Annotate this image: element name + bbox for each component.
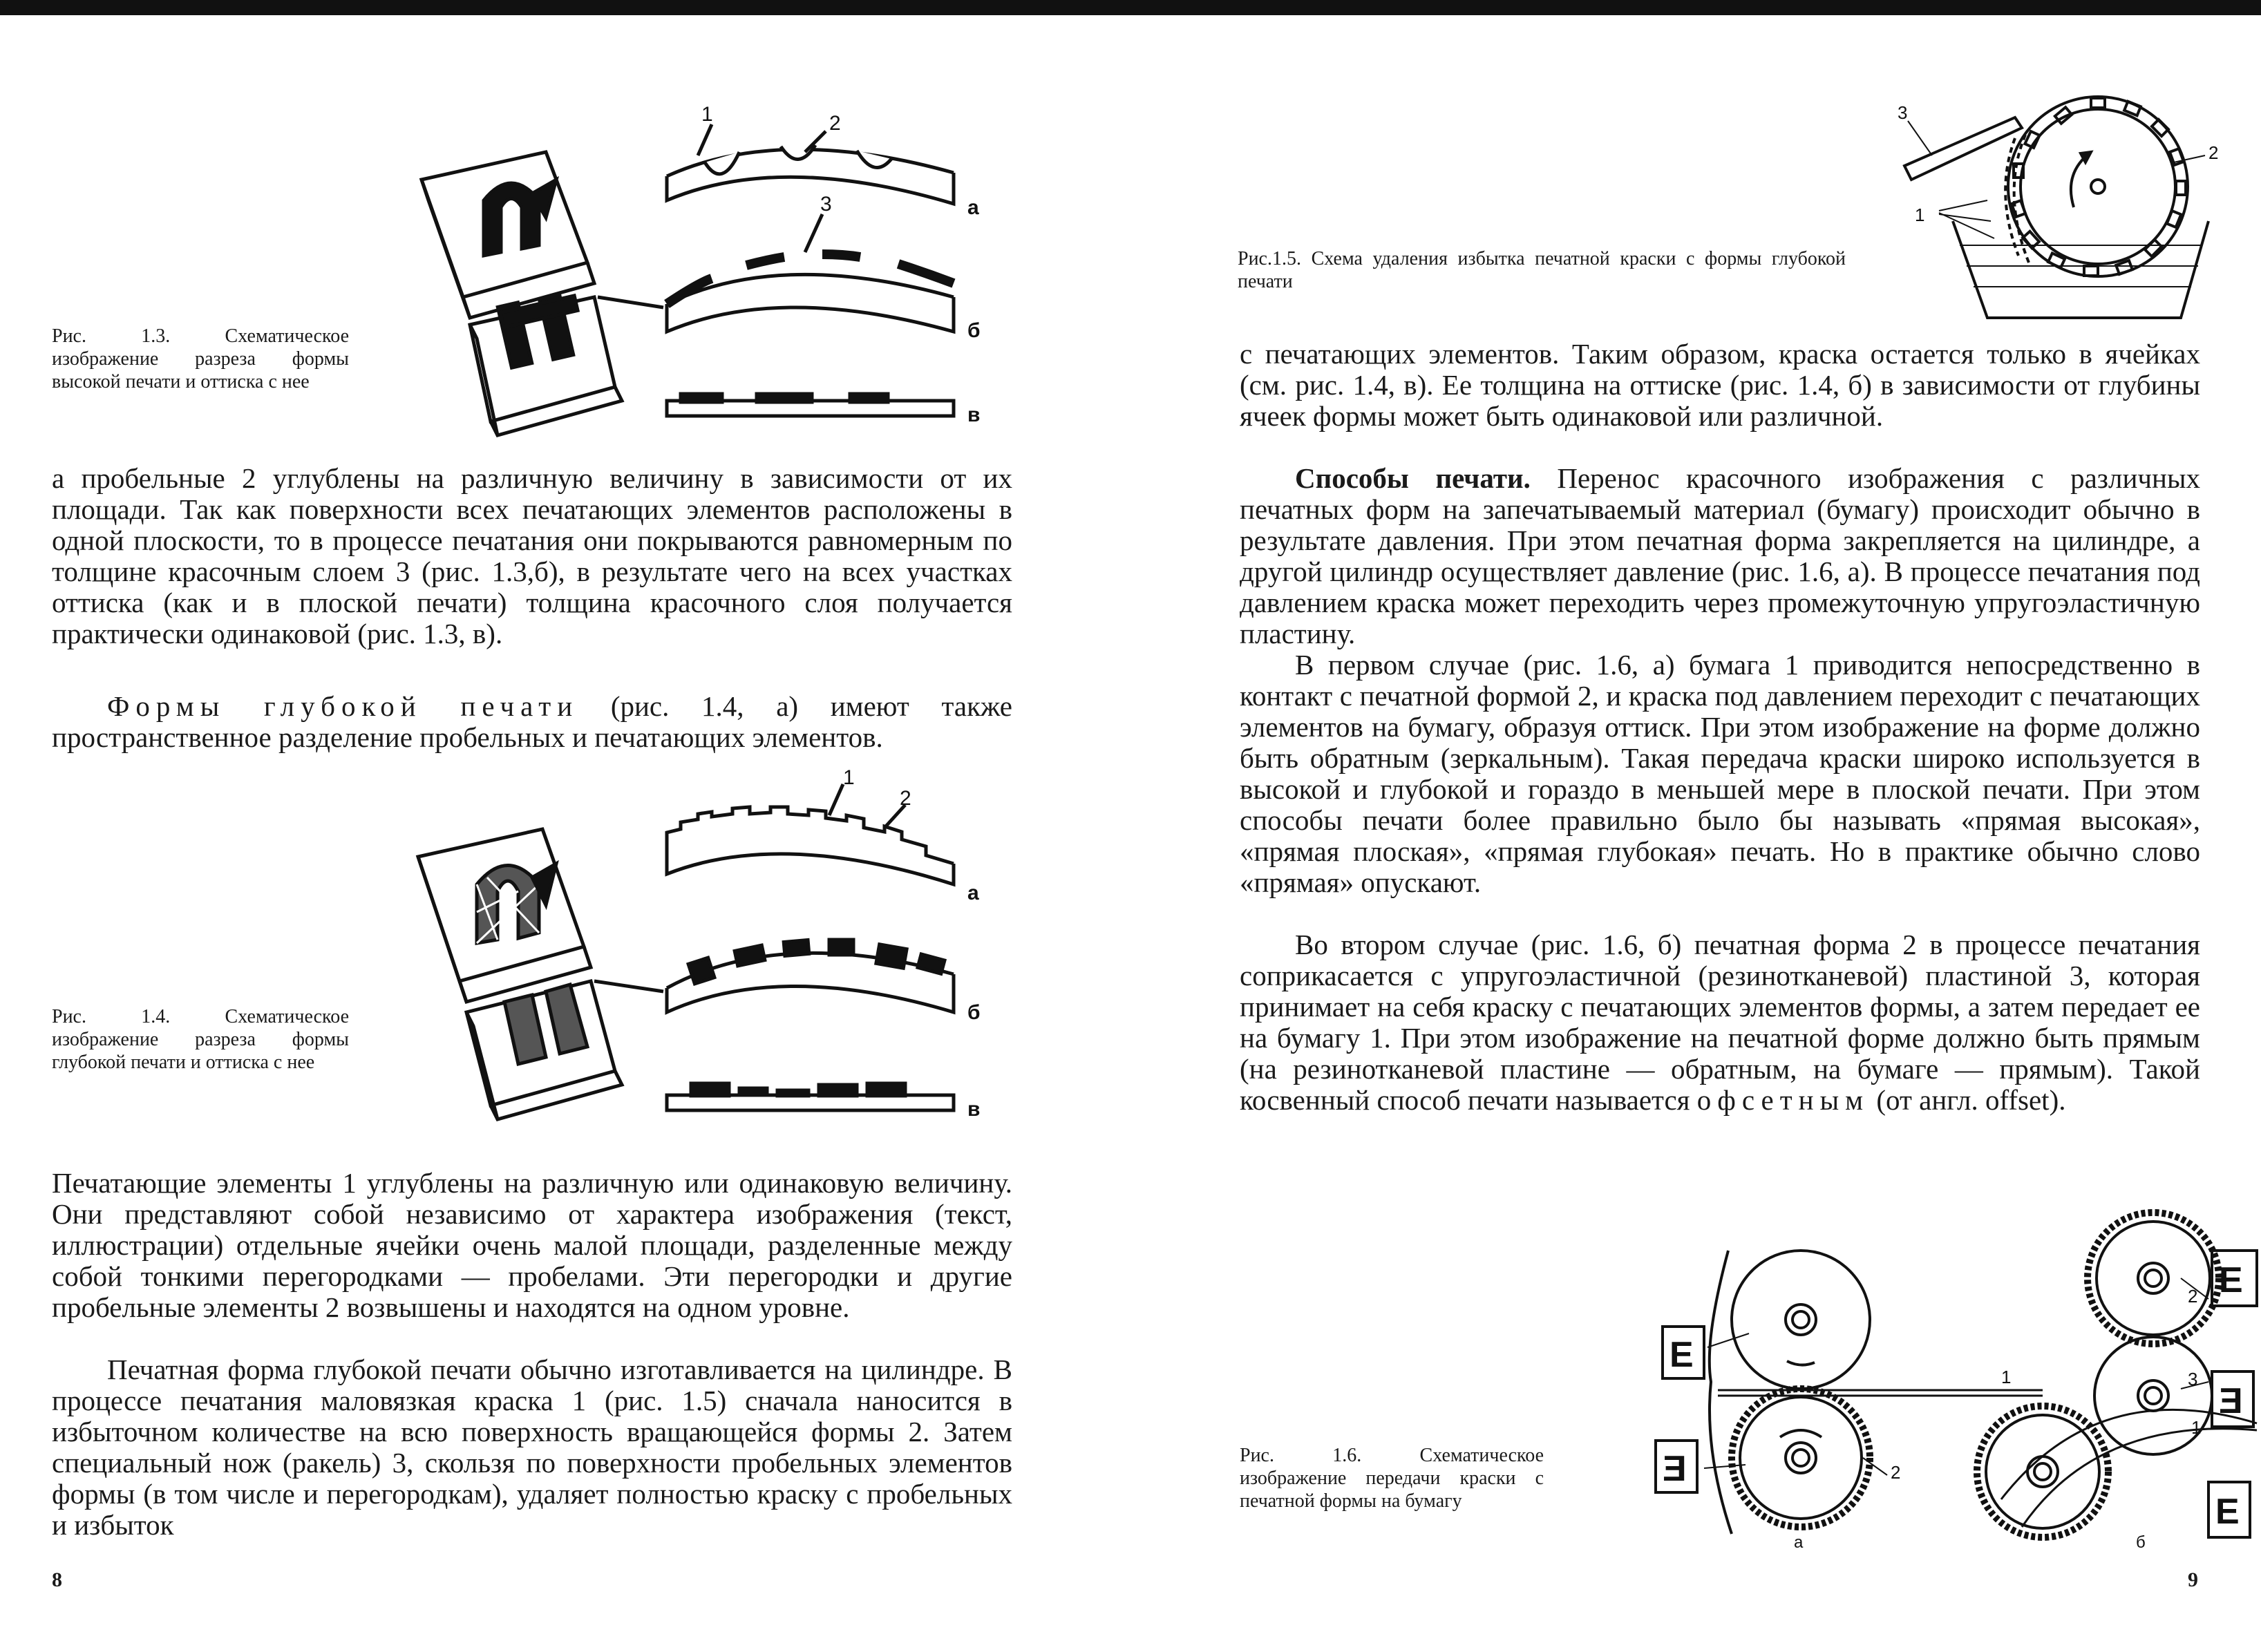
fig-1-6-label-a-1: 1	[2001, 1367, 2012, 1387]
page-number-right: 9	[2188, 1568, 2198, 1591]
left-page	[0, 0, 1130, 1652]
figure-1-3	[408, 97, 1030, 442]
right-paragraph-2-rest: Перенос красочного изображения с различных печатных форм на запечатываемый материал (бумагу) происходит обычно в результате давления. При этом печатная форма закрепляется на цилиндре, а другой цилиндр осуществляет давление (рис. 1.6, а). В процессе печатания под давлением краска может переходить через промежуточную упругоэластичную пластину.	[1240, 462, 2201, 649]
left-paragraph-2	[52, 691, 1012, 753]
fig-1-6-glyph-5: E	[2215, 1492, 2240, 1532]
fig-1-6-label-b-2: 2	[2188, 1286, 2198, 1307]
right-paragraph-4-end: (от англ. offset).	[1876, 1084, 2066, 1116]
fig-1-4-label-1: 1	[843, 766, 855, 789]
right-paragraph-1: с печатающих элементов. Таким образом, краска остается только в ячейках (см. рис. 1.4, в). Ее толщина на оттиске (рис. 1.4, б) в зависимости от глубины ячеек формы может быть одинаковой или различной.	[1240, 338, 2200, 432]
figure-1-6	[1573, 1202, 2261, 1561]
fig-1-3-label-a: а	[967, 196, 979, 219]
fig-1-3-label-v: в	[967, 403, 981, 426]
section-a	[667, 124, 954, 204]
offset-printing-diagram	[1977, 1213, 2257, 1537]
gravure-section-v	[667, 1083, 954, 1110]
fig-1-6-label-b-3: 3	[2188, 1369, 2198, 1389]
caption-fig-1-5: Рис.1.5. Схема удаления избытка печатной краски с формы глубокой печати	[1238, 248, 1846, 292]
spaced-term-offset: офсетным	[1696, 1084, 1870, 1116]
right-paragraph-4-start: Во втором случае (рис. 1.6, б) печатная форма 2 в процессе печатания соприкасается с упругоэластичной (резинотканевой) пластиной 3, которая принимает на себя краску с печатающих элементов формы, а затем передает ее на бумагу 1. При этом изображение на печатной форме должно быть прямым (на резинотканевой пластине — обратным, на бумаге — прямым). Такой косвенный способ печати называется	[1240, 929, 2200, 1116]
fig-1-4-label-v: в	[967, 1098, 981, 1121]
figure-1-5	[1891, 97, 2250, 332]
fig-1-3-label-3: 3	[820, 193, 832, 216]
right-page	[1130, 0, 2261, 1652]
fig-1-5-label-1: 1	[1915, 205, 1925, 225]
figure-1-4	[408, 766, 1030, 1133]
cylinder-cells	[2012, 98, 2186, 276]
ink-bath	[1953, 221, 2208, 318]
caption-fig-1-3: Рис. 1.3. Схематическое изображение разреза формы высокой печати и оттиска с нее	[52, 325, 349, 392]
doctor-blade	[1904, 117, 2022, 180]
direct-printing-diagram	[1656, 1251, 2043, 1534]
fig-1-6-sublabel-a: а	[1794, 1533, 1804, 1552]
fig-1-6-label-b-1: 1	[2191, 1417, 2202, 1438]
fig-1-3-label-1: 1	[701, 103, 713, 126]
caption-fig-1-4: Рис. 1.4. Схематическое изображение разреза формы глубокой печати и оттиска с нее	[52, 1006, 349, 1073]
right-paragraph-4	[1240, 929, 2200, 1116]
fig-1-6-glyph-3: E	[2219, 1260, 2243, 1300]
left-paragraph-4: Печатная форма глубокой печати обычно изготавливается на цилиндре. В процессе печатания маловязкая краска 1 (рис. 1.5) сначала наносится в избыточном количестве на всю поверхность вращающейся формы 2. Затем специальный нож (ракель) 3, скользя по поверхности пробельных элементов формы (в том числе и перегородкам), удаляет полностью краску с пробельных и избыток	[52, 1354, 1012, 1541]
fig-1-6-glyph-1: E	[1669, 1335, 1694, 1375]
fig-1-5-label-2: 2	[2208, 142, 2219, 163]
section-b	[667, 214, 954, 332]
fig-1-6-glyph-2: Ǝ	[1663, 1449, 1687, 1489]
letterpress-form-block	[422, 152, 663, 435]
fig-1-4-label-b: б	[967, 1001, 981, 1024]
fig-1-4-label-a: а	[967, 882, 979, 904]
fig-1-3-label-2: 2	[829, 112, 841, 135]
fig-1-6-glyph-4: Ǝ	[2219, 1381, 2243, 1421]
gravure-cylinder	[2008, 97, 2188, 276]
fig-1-5-label-3: 3	[1898, 102, 1908, 123]
section-heading-printing-methods: Способы печати.	[1295, 462, 1531, 494]
fig-1-6-label-a-2: 2	[1891, 1462, 1901, 1483]
fig-1-4-label-2: 2	[900, 787, 911, 810]
fig-1-6-sublabel-b: б	[2136, 1533, 2146, 1552]
left-paragraph-3: Печатающие элементы 1 углублены на различную или одинаковую величину. Они представляют собой независимо от характера изображения (текст, иллюстрации) отдельные ячейки очень малой площади, разделенные между собой тонкими перегородками — пробелами. Эти перегородки и другие пробельные элементы 2 возвышены и находятся на одном уровне.	[52, 1167, 1012, 1323]
right-paragraph-3: В первом случае (рис. 1.6, а) бумага 1 приводится непосредственно в контакт с печатной формой 2, и краска под давлением переходит с печатающих элементов на бумагу, образуя оттиск. При этом изображение на форме должно быть обратным (зеркальным). Такая передача краски широко используется в высокой и глубокой и гораздо в меньшей мере в плоской печати. При этом способы печати более правильно было бы называть «прямая высокая», «прямая плоская», «прямая глубокая» печать. Но в практике обычно слово «прямая» опускают.	[1240, 649, 2200, 898]
spaced-term-gravure-forms: Формы глубокой печати	[107, 690, 579, 722]
fig-1-3-label-b: б	[967, 319, 981, 342]
gravure-form-block	[418, 829, 663, 1119]
left-paragraph-2-rest: (рис. 1.4, а) имеют также пространственное разделение пробельных и печатающих элементов.	[52, 690, 1012, 753]
caption-fig-1-6: Рис. 1.6. Схематическое изображение передачи краски с печатной формы на бумагу	[1240, 1445, 1544, 1512]
left-paragraph-1: а пробельные 2 углублены на различную величину в зависимости от их площади. Так как поверхности всех печатающих элементов расположены в одной плоскости, то в процессе печатания они покрываются равномерным по толщине красочным слоем 3 (рис. 1.3,б), в результате чего на всех участках оттиска (как и в плоской печати) толщина красочного слоя получается практически одинаковой (рис. 1.3, в).	[52, 462, 1012, 649]
page-number-left: 8	[52, 1568, 62, 1591]
gravure-section-b	[667, 940, 954, 1012]
right-paragraph-2	[1240, 463, 2200, 649]
section-v	[667, 394, 954, 416]
